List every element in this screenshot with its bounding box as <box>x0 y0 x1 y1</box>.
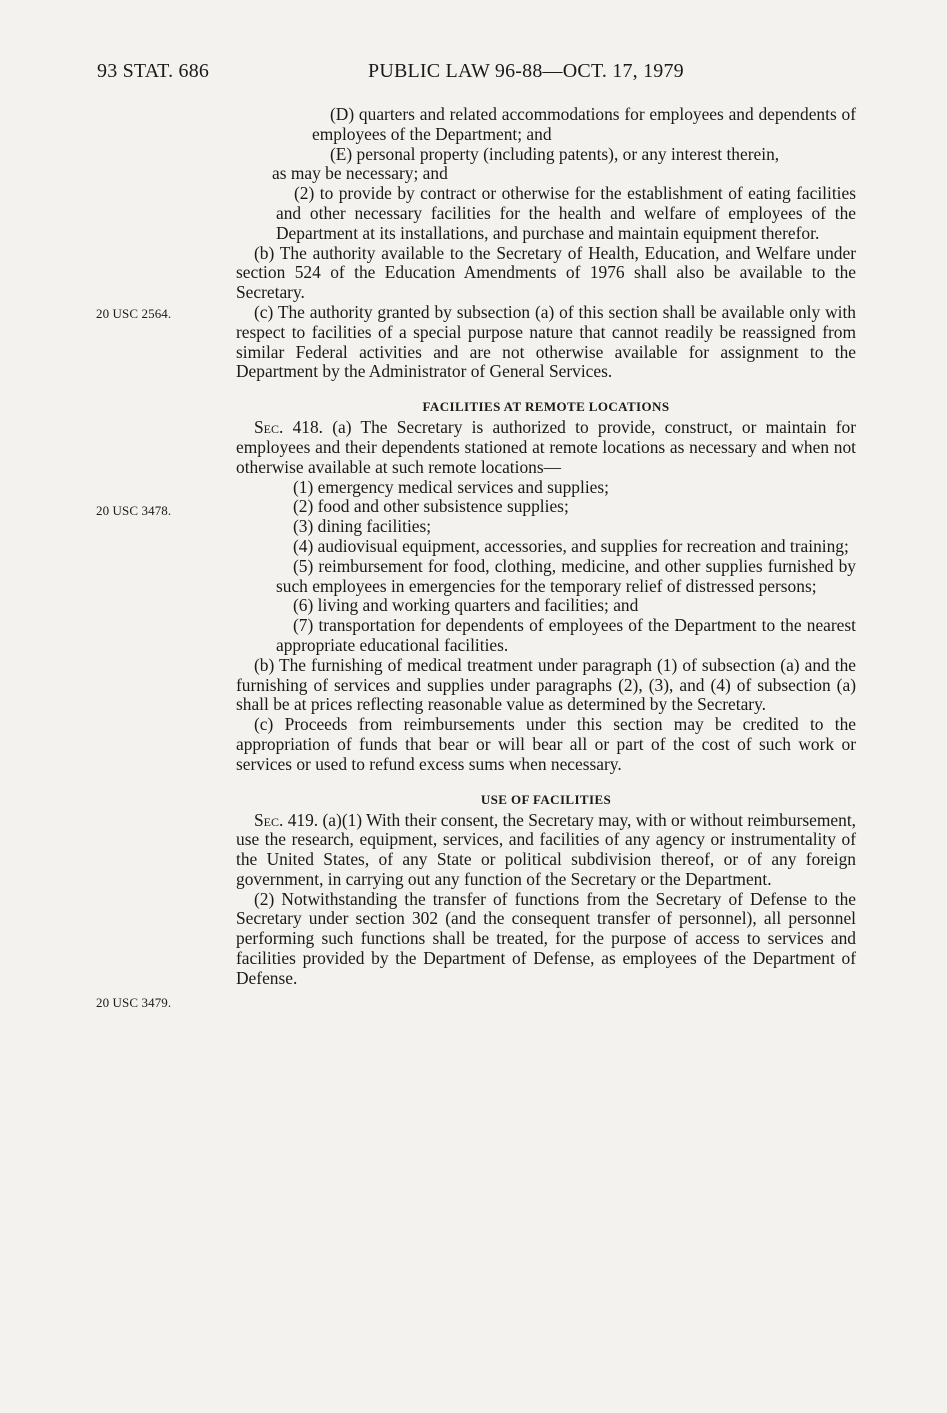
paragraph-2: (2) to provide by contract or otherwise for the establishment of eating facilities and other necessary facilities for the health and welfare of employees of the Department at its installations, and purchase and maintain equipment therefor. <box>276 183 856 243</box>
item-4: (4) audiovisual equipment, accessories, and supplies for recreation and training; <box>293 535 849 556</box>
margin-note-20-usc-3479: 20 USC 3479. <box>96 995 172 1010</box>
section-418-a <box>236 418 856 477</box>
section-418-text: (a) The Secretary is authorized to provide, construct, or maintain for employees and their dependents stationed at remote locations as necessary and when not otherwise available at such remote locations— <box>236 417 856 477</box>
item-2: (2) food and other subsistence supplies; <box>293 496 569 517</box>
heading-remote-locations: FACILITIES AT REMOTE LOCATIONS <box>422 399 670 415</box>
clause-d: (D) quarters and related accommodations for employees and dependents of employees of the Department; and <box>312 104 856 144</box>
section-418-label: Sec. 418. <box>254 417 324 438</box>
section-419-text: (a)(1) With their consent, the Secretary may, with or without reimbursement, use the research, equipment, services, and facilities of any agency or instrumentality of the United States, of any State or political subdivision thereof, or of any foreign government, in carrying out any function of the Secretary or the Department. <box>236 809 856 889</box>
margin-note-20-usc-2564: 20 USC 2564. <box>96 306 172 321</box>
body-text <box>236 105 856 989</box>
item-3: (3) dining facilities; <box>293 516 432 537</box>
section-419-a2: (2) Notwithstanding the transfer of functions from the Secretary of Defense to the Secretary under section 302 (and the consequent transfer of personnel), all personnel performing such functions shall be treated, for the purpose of access to services and facilities provided by the Department of Defense, as employees of the Department of Defense. <box>236 888 856 988</box>
heading-use-of-facilities: USE OF FACILITIES <box>480 791 612 807</box>
section-419-label: Sec. 419. <box>254 809 319 830</box>
section-418-b: (b) The furnishing of medical treatment under paragraph (1) of subsection (a) and the furnishing of services and supplies under paragraphs (2), (3), and (4) of subsection (a) shall be at prices reflecting reasonable value as determined by the Secretary. <box>236 654 856 715</box>
item-6: (6) living and working quarters and facilities; and <box>293 595 639 616</box>
running-header <box>0 60 947 90</box>
clause-tail: as may be necessary; and <box>272 163 448 184</box>
subsection-c: (c) The authority granted by subsection (a) of this section shall be available only with respect to facilities of a special purpose nature that cannot readily be reassigned from similar Federal activities and are not otherwise available for assignment to the Department by the Administrator of General Services. <box>236 301 856 382</box>
item-7: (7) transportation for dependents of employees of the Department to the nearest appropriate educational facilities. <box>276 615 856 655</box>
item-1: (1) emergency medical services and supplies; <box>293 476 609 497</box>
section-419-a1 <box>236 811 856 890</box>
clause-e: (E) personal property (including patents), or any interest therein, <box>330 143 780 164</box>
item-5: (5) reimbursement for food, clothing, medicine, and other supplies furnished by such employees in emergencies for the temporary relief of distressed persons; <box>276 555 856 596</box>
section-418-c: (c) Proceeds from reimbursements under this section may be credited to the appropriation of funds that bear or will bear all or part of the cost of such work or services or used to refund excess sums when necessary. <box>236 714 856 774</box>
margin-note-20-usc-3478: 20 USC 3478. <box>96 503 172 518</box>
law-title: PUBLIC LAW 96-88—OCT. 17, 1979 <box>368 60 684 82</box>
page-id: 93 STAT. 686 <box>97 60 210 82</box>
subsection-b: (b) The authority available to the Secretary of Health, Education, and Welfare under section 524 of the Education Amendments of 1976 shall also be available to the Secretary. <box>236 242 856 303</box>
